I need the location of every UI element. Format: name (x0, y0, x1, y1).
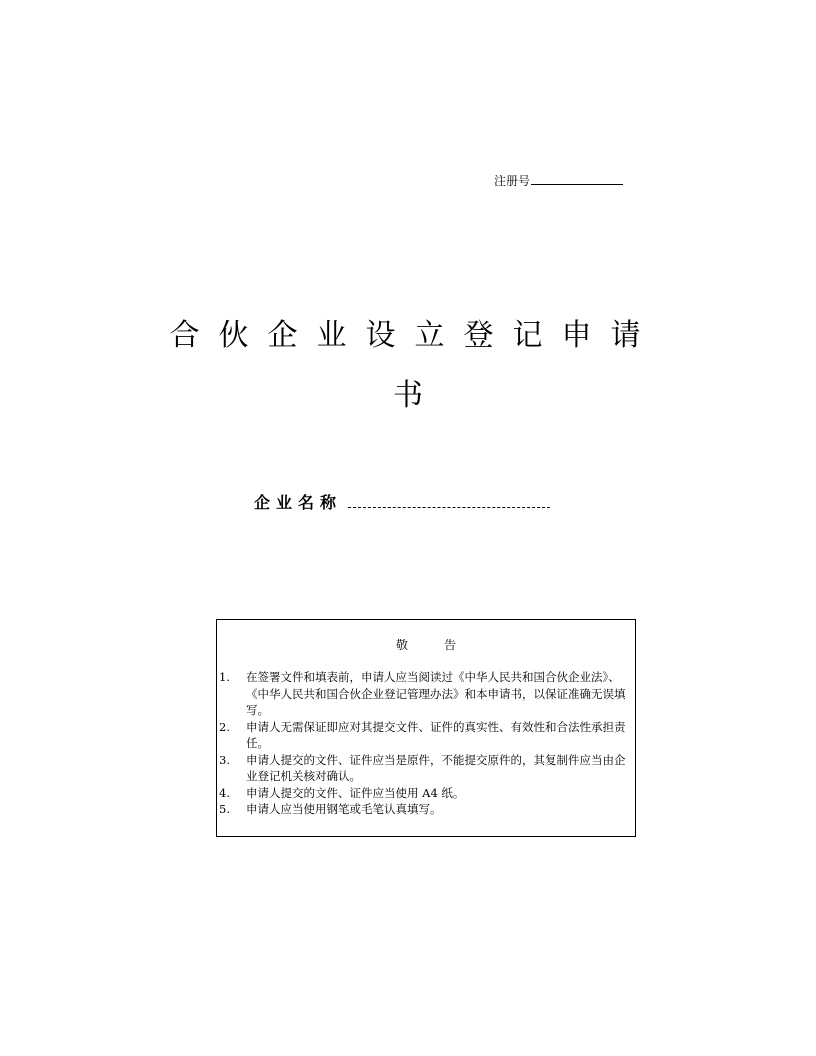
notice-item-text: 申请人提交的文件、证件应当是原件，不能提交原件的，其复制件应当由企业登记机关核对确认。 (246, 752, 626, 783)
notice-item-text: 申请人提交的文件、证件应当使用 A4 纸。 (246, 785, 465, 800)
title-char: 申 (561, 318, 592, 353)
notice-item-number: 3. (219, 752, 230, 767)
notice-item-text: 申请人无需保证即应对其提交文件、证件的真实性、有效性和合法性承担责任。 (246, 719, 626, 750)
notice-list (217, 669, 633, 818)
title-char: 登 (463, 318, 494, 353)
company-name-blank (348, 493, 550, 508)
notice-item-number: 5. (219, 802, 230, 816)
notice-box (216, 619, 636, 837)
notice-item-text: 申请人应当使用钢笔或毛笔认真填写。 (246, 802, 442, 816)
registration-number-blank (531, 172, 623, 185)
notice-title: 敬告 (395, 638, 492, 652)
title-char: 设 (365, 318, 396, 353)
title-char: 业 (316, 318, 347, 353)
notice-item-text: 在签署文件和填表前，申请人应当阅读过《中华人民共和国合伙企业法》、《中华人民共和国合伙企业登记管理办法》和本申请书，以保证准确无误填写。 (246, 670, 626, 717)
document-title-line-1 (160, 316, 660, 356)
notice-item-number: 1. (219, 670, 230, 684)
document-title-line-2: 书 (393, 378, 423, 413)
title-char: 记 (512, 318, 543, 353)
title-char: 伙 (218, 318, 249, 353)
notice-item (217, 752, 633, 785)
notice-item (217, 669, 633, 719)
notice-item-number: 4. (219, 785, 230, 800)
title-char: 企 (267, 318, 298, 353)
registration-number-field (494, 172, 623, 189)
title-char: 立 (414, 318, 445, 353)
notice-item (217, 785, 633, 802)
title-char: 请 (610, 318, 641, 353)
company-name-field (254, 492, 550, 514)
notice-item-number: 2. (219, 719, 230, 734)
registration-number-label: 注册号 (494, 174, 531, 188)
notice-item (217, 801, 633, 818)
company-name-label: 企业名称 (254, 493, 343, 512)
notice-item (217, 719, 633, 752)
title-char: 合 (169, 318, 200, 353)
